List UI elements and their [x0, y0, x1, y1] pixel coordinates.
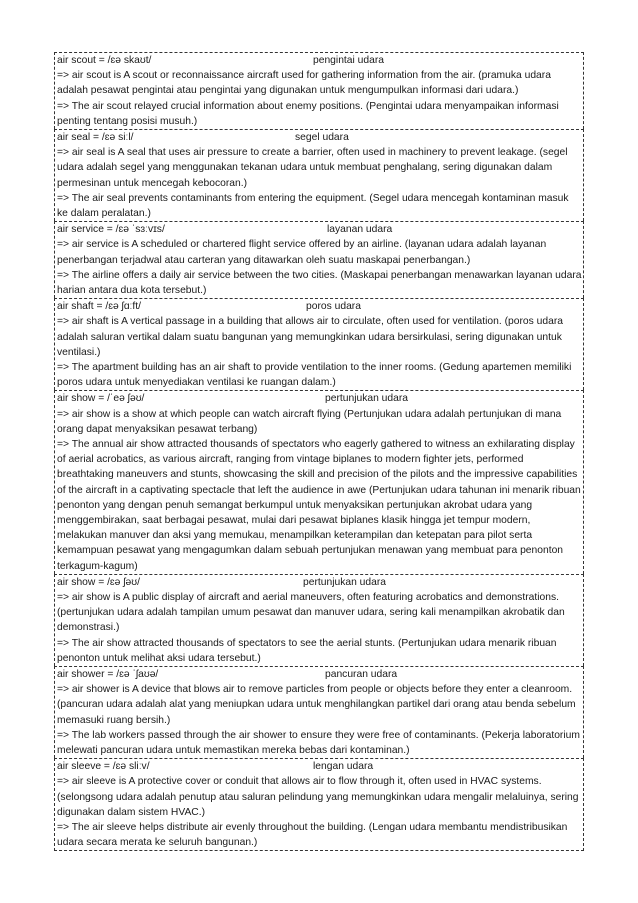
entry-example: => The air sleeve helps distribute air evenly throughout the building. (Lengan udara membantu mendistribusikan udara secara merata ke seluruh bangunan.)	[57, 822, 568, 849]
entry-term: air shaft = /ɛə ʃɑːft/	[57, 301, 141, 313]
entry-air-show-2	[54, 574, 584, 666]
entry-term: air show = /ɛə ʃəʊ/	[57, 576, 140, 588]
entry-definition: => air show is A public display of aircraft and aerial maneuvers, often featuring acrobatics and demonstrations. (pertunjukan udara adalah tampilan umum pesawat dan manuver udara, sering kali menampilkan akrobatik dan demonstrasi.)	[57, 592, 565, 634]
entry-translation: segel udara	[295, 132, 349, 143]
entry-example: => The air scout relayed crucial information about enemy positions. (Pengintai udara menyampaikan informasi penting tentang posisi musuh.)	[57, 100, 559, 127]
entry-translation: pancuran udara	[325, 669, 398, 681]
entry-air-sleeve	[54, 758, 584, 851]
entry-air-service	[54, 221, 584, 298]
entry-air-scout	[54, 52, 584, 129]
entry-translation: poros udara	[306, 301, 361, 313]
entry-translation: lengan udara	[313, 761, 374, 773]
entry-example: => The airline offers a daily air service between the two cities. (Maskapai penerbangan menawarkan layanan udara harian antara dua kota tersebut.)	[57, 269, 582, 296]
entry-definition: => air service is A scheduled or chartered flight service offered by an airline. (layanan udara adalah layanan penerbangan terjadwal atau carteran yang ditawarkan oleh suatu maskapai penerbangan.)	[57, 239, 547, 266]
entry-example: => The air show attracted thousands of spectators to see the aerial stunts. (Pertunjukan udara menarik ribuan penonton untuk melihat aksi udara tersebut.)	[57, 637, 557, 664]
entry-translation: pertunjukan udara	[303, 576, 387, 588]
entry-header	[57, 667, 582, 682]
entry-air-shaft	[54, 298, 584, 390]
entry-term: air shower = /ɛə ˈʃaʊə/	[57, 669, 159, 681]
entry-definition: => air shaft is A vertical passage in a building that allows air to circulate, often used for ventilation. (poros udara adalah saluran vertikal dalam suatu bangunan yang memungkinkan udara bersirkulasi, sering digunakan untuk ventilasi.)	[57, 316, 563, 358]
entry-term: air sleeve = /ɛə sliːv/	[57, 761, 150, 773]
glossary-page	[54, 52, 584, 851]
entry-header	[57, 299, 582, 314]
entry-air-shower	[54, 666, 584, 758]
entry-definition: => air seal is A seal that uses air pressure to create a barrier, often used in machinery to prevent leakage. (segel udara adalah segel yang menggunakan tekanan udara untuk membuat penghalang, sering digunakan dalam permesinan untuk mencegah kebocoran.)	[57, 147, 568, 189]
entry-example: => The annual air show attracted thousands of spectators who eagerly gathered to witness an exhilarating display of aerial acrobatics, as various aircraft, ranging from vintage biplanes to modern fighter jets, performed breathtaking maneuvers and stunts, showcasing the skill and precision of the pilots and the impressive capabilities of the aircraft in a captivating spectacle that left the audience in awe (Pertunjukan udara tahunan ini menarik ribuan penonton yang dengan penuh semangat berkumpul untuk menyaksikan pertunjukan akrobat udara yang menggembirakan, saat berbagai pesawat, mulai dari pesawat biplanes klasik hingga jet tempur modern, melakukan manuver dan aksi yang memukau, menampilkan keterampilan dan ketepatan para pilot serta kemampuan pesawat yang mengagumkan dalam sebuah pertunjukan menawan yang membuat para penonton terkagum-kagum)	[57, 439, 581, 572]
entry-definition: => air scout is A scout or reconnaissance aircraft used for gathering information from the air. (pramuka udara adalah pesawat pengintai atau pengintai yang digunakan untuk mengumpulkan informasi dari udara.)	[57, 70, 551, 97]
entry-example: => The air seal prevents contaminants from entering the equipment. (Segel udara mencegah kontaminan masuk ke dalam peralatan.)	[57, 192, 569, 219]
entry-term: air seal = /ɛə siːl/	[57, 132, 134, 143]
entry-header	[57, 391, 582, 406]
entry-header	[57, 53, 582, 68]
entry-definition: => air sleeve is A protective cover or conduit that allows air to flow through it, often used in HVAC systems. (selongsong udara adalah penutup atau saluran pelindung yang memungkinkan udara mengalir melaluinya, sering digunakan dalam sistem HVAC.)	[57, 776, 579, 818]
entry-header	[57, 222, 582, 237]
entry-term: air show = /ˈeə ʃəʊ/	[57, 393, 145, 405]
entry-air-seal	[54, 129, 584, 221]
entry-term: air service = /ɛə ˈsɜːvɪs/	[57, 224, 165, 236]
entry-definition: => air shower is A device that blows air to remove particles from people or objects before they enter a cleanroom. (pancuran udara adalah alat yang meniupkan udara untuk menghilangkan partikel dari orang atau benda sebelum memasuki ruang bersih.)	[57, 684, 576, 726]
entry-term: air scout = /ɛə skaʊt/	[57, 55, 152, 66]
entry-definition: => air show is a show at which people can watch aircraft flying (Pertunjukan udara adalah pertunjukan di mana orang dapat menyaksikan pesawat terbang)	[57, 408, 562, 435]
entry-example: => The apartment building has an air shaft to provide ventilation to the inner rooms. (Gedung apartemen memiliki poros udara untuk menyediakan ventilasi ke ruangan dalam.)	[57, 362, 572, 389]
entry-translation: pertunjukan udara	[325, 393, 409, 405]
entry-header	[57, 759, 582, 774]
entry-header	[57, 575, 582, 590]
entry-translation: layanan udara	[327, 224, 393, 236]
entry-header	[57, 130, 582, 145]
entry-air-show-1	[54, 390, 584, 573]
entry-example: => The lab workers passed through the air shower to ensure they were free of contaminants. (Pekerja laboratorium melewati pancuran udara untuk memastikan mereka bebas dari kontaminan.)	[57, 729, 580, 757]
entry-translation: pengintai udara	[313, 55, 384, 66]
